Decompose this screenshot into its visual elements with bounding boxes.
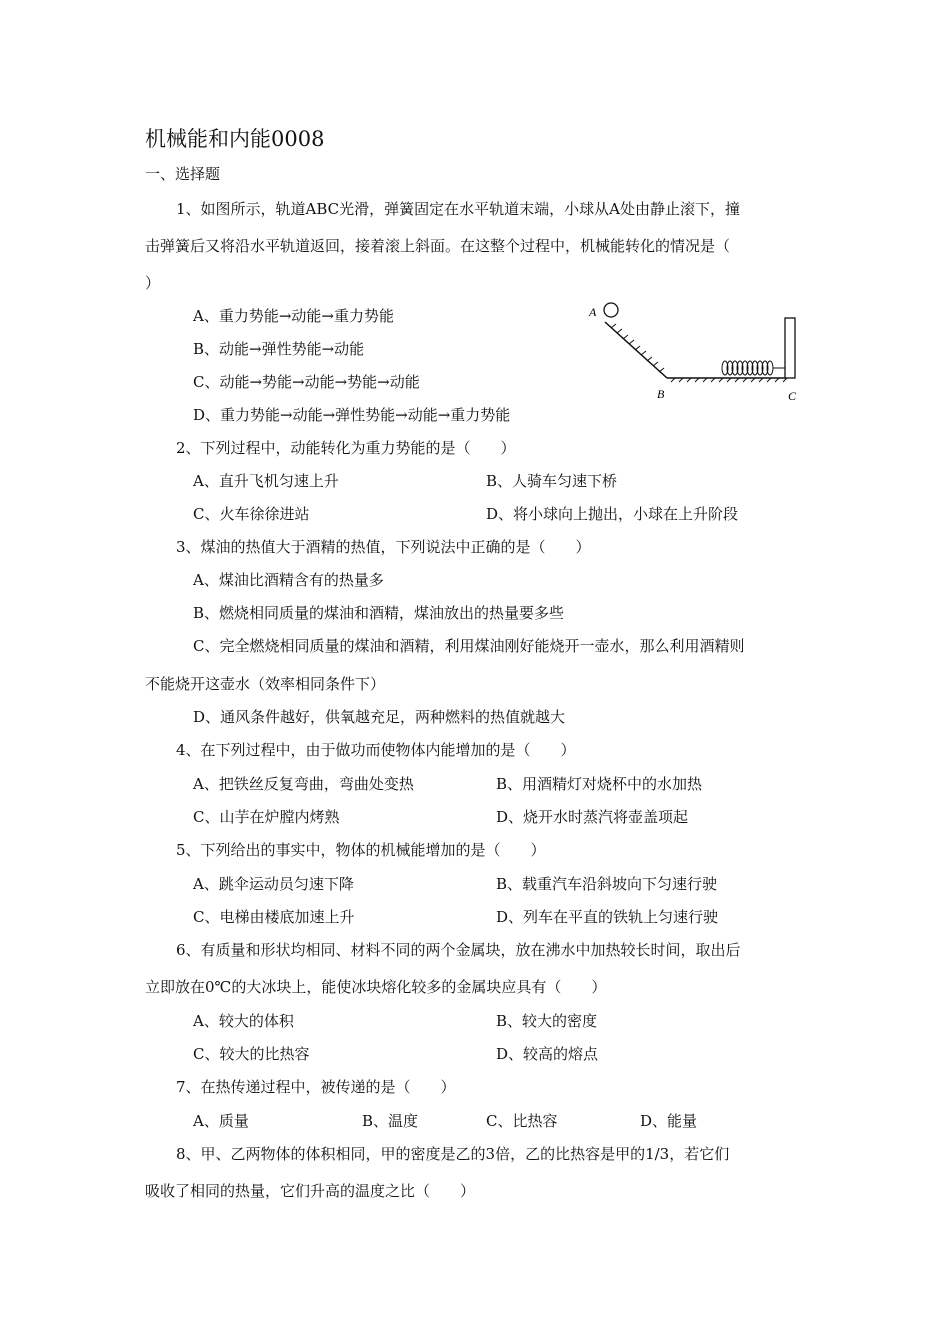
q6-option-c: C、较大的比热容 [193, 1045, 310, 1063]
q4-stem: 4、在下列过程中，由于做功而使物体内能增加的是（ ） [176, 741, 576, 759]
label-a: A [589, 305, 597, 319]
ball [604, 303, 618, 317]
q2-stem: 2、下列过程中，动能转化为重力势能的是（ ） [176, 439, 516, 457]
label-c: C [788, 389, 797, 403]
q1-option-b: B、动能→弹性势能→动能 [193, 340, 365, 358]
q3-option-a: A、煤油比酒精含有的热量多 [193, 571, 384, 589]
q1-option-c: C、动能→势能→动能→势能→动能 [193, 373, 420, 391]
q2-option-d: D、将小球向上抛出，小球在上升阶段 [486, 505, 739, 523]
q5-stem: 5、下列给出的事实中，物体的机械能增加的是（ ） [176, 841, 546, 859]
q7-option-a: A、质量 [193, 1112, 249, 1130]
q6-option-d: D、较高的熔点 [496, 1045, 599, 1063]
q8-stem-line-2: 吸收了相同的热量，它们升高的温度之比（ ） [145, 1182, 476, 1200]
q5-option-c: C、电梯由楼底加速上升 [193, 908, 355, 926]
q5-option-d: D、列车在平直的铁轨上匀速行驶 [496, 908, 719, 926]
q6-stem-line-2: 立即放在0℃的大冰块上，能使冰块熔化较多的金属块应具有（ ） [145, 978, 607, 996]
q1-stem-line-1: 1、如图所示，轨道ABC光滑，弹簧固定在水平轨道末端，小球从A处由静止滚下，撞 [176, 200, 740, 218]
wall [785, 318, 795, 378]
q8-stem-line-1: 8、甲、乙两物体的体积相同，甲的密度是乙的3倍，乙的比热容是甲的1/3，若它们 [176, 1145, 730, 1163]
q1-stem-line-2: 击弹簧后又将沿水平轨道返回，接着滚上斜面。在这整个过程中，机械能转化的情况是（ [145, 237, 731, 255]
q1-stem-line-3: ） [145, 274, 161, 292]
q1-option-d: D、重力势能→动能→弹性势能→动能→重力势能 [193, 406, 511, 424]
q2-option-b: B、人骑车匀速下桥 [486, 472, 618, 490]
q4-option-b: B、用酒精灯对烧杯中的水加热 [496, 775, 703, 793]
section-heading: 一、选择题 [145, 165, 221, 183]
q1-option-a: A、重力势能→动能→重力势能 [193, 307, 394, 325]
q3-option-d: D、通风条件越好，供氧越充足，两种燃料的热值就越大 [193, 708, 566, 726]
slope-hatching [611, 324, 664, 372]
q7-option-c: C、比热容 [486, 1112, 558, 1130]
track-spring-figure [585, 300, 810, 410]
q6-option-a: A、较大的体积 [193, 1012, 294, 1030]
q5-option-a: A、跳伞运动员匀速下降 [193, 875, 354, 893]
q4-option-d: D、烧开水时蒸汽将壶盖项起 [496, 808, 689, 826]
q5-option-b: B、载重汽车沿斜坡向下匀速行驶 [496, 875, 718, 893]
spring [722, 361, 785, 375]
q3-stem: 3、煤油的热值大于酒精的热值，下列说法中正确的是（ ） [176, 538, 591, 556]
q7-option-d: D、能量 [640, 1112, 698, 1130]
q7-option-b: B、温度 [362, 1112, 419, 1130]
q2-option-c: C、火车徐徐进站 [193, 505, 310, 523]
label-b: B [657, 387, 665, 401]
q7-stem: 7、在热传递过程中，被传递的是（ ） [176, 1078, 456, 1096]
q3-option-c-line-1: C、完全燃烧相同质量的煤油和酒精，利用煤油刚好能烧开一壶水，那么利用酒精则 [193, 637, 745, 655]
q4-option-a: A、把铁丝反复弯曲，弯曲处变热 [193, 775, 414, 793]
q6-option-b: B、较大的密度 [496, 1012, 598, 1030]
page-title: 机械能和内能0008 [145, 127, 325, 151]
q2-option-a: A、直升飞机匀速上升 [193, 472, 339, 490]
track-slope [605, 322, 667, 378]
q4-option-c: C、山芋在炉膛内烤熟 [193, 808, 340, 826]
q6-stem-line-1: 6、有质量和形状均相同、材料不同的两个金属块，放在沸水中加热较长时间，取出后 [176, 941, 741, 959]
q3-option-c-line-2: 不能烧开这壶水（效率相同条件下） [145, 675, 386, 693]
q3-option-b: B、燃烧相同质量的煤油和酒精，煤油放出的热量要多些 [193, 604, 565, 622]
